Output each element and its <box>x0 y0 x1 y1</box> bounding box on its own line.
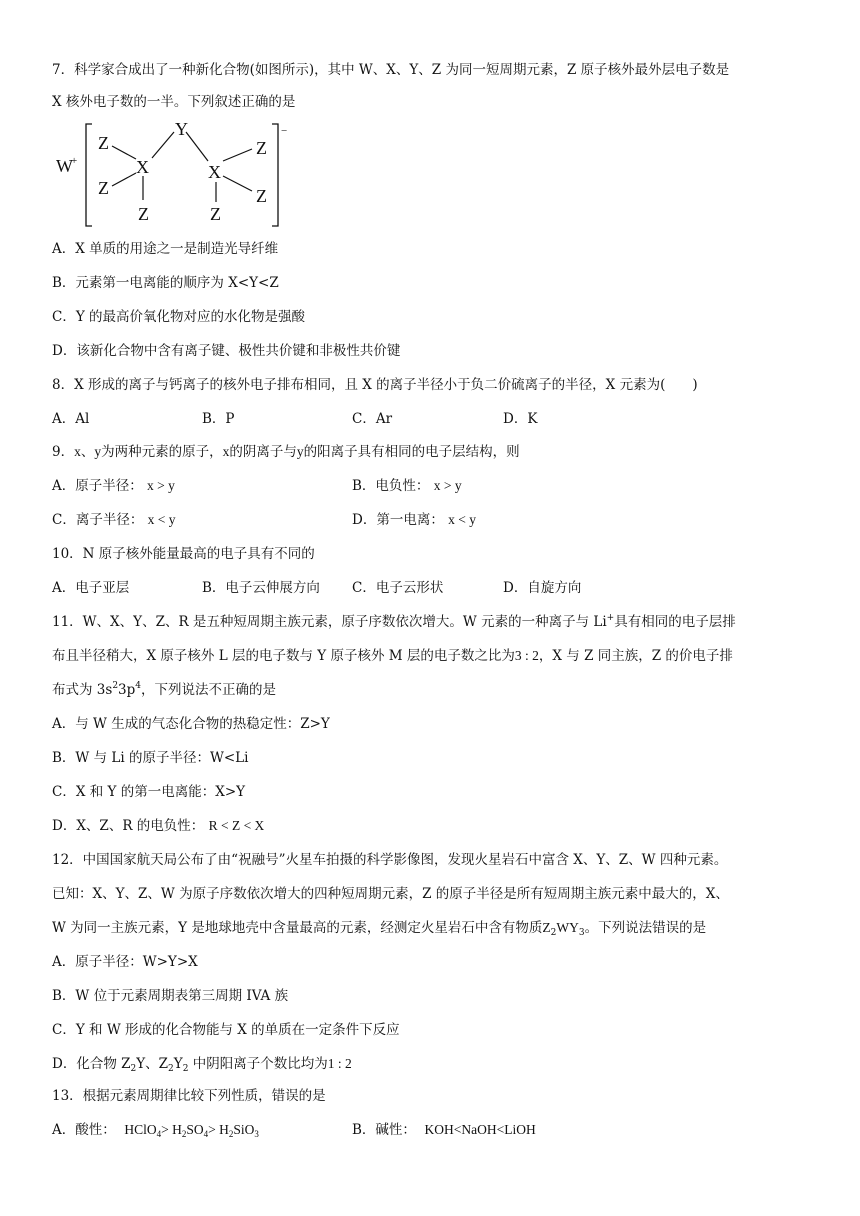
q12-formula-sub-2: 2 <box>550 928 557 938</box>
q12-stem-line3 <box>52 919 706 937</box>
q11-li-charge: + <box>606 613 615 623</box>
q8-stem: 8．X 形成的离子与钙离子的核外电子排布相同，且 X 的离子半径小于负二价硫离子的半径，X 元素为( ) <box>52 377 698 393</box>
diagram-atom-X-left: X <box>136 157 149 177</box>
q11-sup-2: 4 <box>135 681 142 691</box>
q12-option-d-text-2: Y、Z <box>136 1056 169 1072</box>
q7-option-b: B．元素第一电离能的顺序为 X<Y<Z <box>52 275 279 291</box>
q13-option-a <box>52 1121 259 1139</box>
diagram-atom-Z-5: Z <box>256 186 267 206</box>
q11-option-d-label: D．X、Z、R 的电负性： <box>52 818 205 834</box>
q7-stem-line1: 7．科学家合成出了一种新化合物(如图所示)，其中 W、X、Y、Z 为同一短周期元素，Z 原子核外最外层电子数是 <box>52 62 730 78</box>
q9-x-2: x <box>222 444 230 459</box>
diagram-atom-Z-3: Z <box>138 204 149 224</box>
q13-option-b-label: B．碱性： <box>352 1122 416 1138</box>
q9-option-b-label: B．电负性： <box>352 478 430 494</box>
q12-option-a: A．原子半径：W>Y>X <box>52 954 198 970</box>
diagram-atom-Z-1: Z <box>98 133 109 153</box>
q9-stem <box>52 443 520 461</box>
q7-stem-line2: X 核外电子数的一半。下列叙述正确的是 <box>52 94 296 110</box>
q9-option-c <box>52 511 176 529</box>
diagram-bonds <box>112 132 252 202</box>
q12-line3-text-end: 。下列说法错误的是 <box>584 920 707 936</box>
q9-sep: 、 <box>80 444 95 460</box>
q13-a-f5: SiO <box>233 1122 255 1137</box>
q11-stem-line2 <box>52 647 733 665</box>
q9-x: x <box>74 444 81 459</box>
q12-option-d-sub-1: 2 <box>130 1064 137 1074</box>
q9-option-a-label: A．原子半径： <box>52 478 143 494</box>
q13-option-b-formula: KOH<NaOH<LiOH <box>424 1122 536 1137</box>
q11-stem-line3 <box>52 681 276 699</box>
q11-line3-text-end: ，下列说法不正确的是 <box>141 682 277 698</box>
q11-option-a: A．与 W 生成的气态化合物的热稳定性：Z>Y <box>52 716 330 732</box>
q7-option-d: D．该新化合物中含有离子键、极性共价键和非极性共价键 <box>52 343 401 359</box>
q11-line3-text-mid: 3p <box>118 682 136 698</box>
q12-formula-sub-3: 3 <box>578 928 585 938</box>
diagram-anion-charge: − <box>281 125 288 137</box>
q11-option-b: B．W 与 Li 的原子半径：W<Li <box>52 750 249 766</box>
diagram-right-bracket <box>272 124 278 226</box>
q12-option-d-text-4: 中阴阳离子个数比均为 <box>188 1056 328 1072</box>
q13-a-f4: > H <box>208 1122 229 1137</box>
q10-option-a: A．电子亚层 <box>52 580 130 596</box>
q8-option-c: C．Ar <box>352 411 393 427</box>
q9-stem-num: 9． <box>52 444 75 460</box>
diagram-atom-Z-4: Z <box>256 138 267 158</box>
q9-option-c-label: C．离子半径： <box>52 512 144 528</box>
q9-option-c-formula: x < y <box>147 512 176 527</box>
q12-option-c: C．Y 和 W 形成的化合物能与 X 的单质在一定条件下反应 <box>52 1022 400 1038</box>
q13-a-s2: 2 <box>181 1129 187 1139</box>
q9-option-d <box>352 511 476 529</box>
diagram-left-bracket <box>86 124 92 226</box>
q9-y-2: y <box>296 444 304 459</box>
diagram-atom-Y: Y <box>175 119 188 139</box>
q11-sup-1: 2 <box>112 681 119 691</box>
q12-formula-z: Z <box>542 920 551 935</box>
q11-stem-line1 <box>52 613 736 631</box>
q8-option-a: A．Al <box>52 411 90 427</box>
q7-option-c: C．Y 的最高价氧化物对应的水化物是强酸 <box>52 309 306 325</box>
q8-option-d: D．K <box>503 411 538 427</box>
q12-stem-line2: 已知：X、Y、Z、W 为原子序数依次增大的四种短周期元素，Z 的原子半径是所有短周期主族元素中最大的，X、 <box>52 886 729 902</box>
q11-line3-text: 布式为 3s <box>52 682 113 698</box>
q10-option-b: B．电子云伸展方向 <box>202 580 320 596</box>
q13-option-a-formula <box>124 1122 259 1137</box>
q12-option-d <box>52 1055 352 1073</box>
q7-structure-diagram <box>52 116 292 228</box>
q11-line1-text-end: 具有相同的电子层排 <box>614 614 736 630</box>
q10-option-d: D．自旋方向 <box>503 580 582 596</box>
q11-line2-text-end: ，X 与 Z 同主族，Z 的价电子排 <box>538 648 733 664</box>
q9-stem-end: 的阳离子具有相同的电子层结构，则 <box>303 444 520 460</box>
diagram-cation-W: W <box>56 156 73 176</box>
q13-a-s5: 3 <box>254 1129 259 1139</box>
q12-option-d-sub-2: 2 <box>168 1064 174 1074</box>
q12-option-b: B．W 位于元素周期表第三周期 IVA 族 <box>52 988 289 1004</box>
q10-stem: 10．N 原子核外能量最高的电子具有不同的 <box>52 546 315 562</box>
q12-formula-wy: WY <box>556 920 579 935</box>
q12-line3-text: W 为同一主族元素，Y 是地球地壳中含量最高的元素，经测定火星岩石中含有物质 <box>52 920 543 936</box>
q13-a-f3: SO <box>186 1122 204 1137</box>
q11-ratio: 3 : 2 <box>514 648 539 663</box>
diagram-atom-Z-6: Z <box>210 204 221 224</box>
q13-option-b <box>352 1121 536 1139</box>
q12-option-d-ratio: 1 : 2 <box>327 1056 352 1071</box>
q10-option-c: C．电子云形状 <box>352 580 444 596</box>
q13-a-s3: 4 <box>203 1129 209 1139</box>
q9-option-b <box>352 477 462 495</box>
q11-option-d <box>52 817 264 835</box>
q8-option-b: B．P <box>202 411 235 427</box>
q9-stem-mid: 为两种元素的原子， <box>101 444 223 460</box>
diagram-atom-Z-2: Z <box>98 178 109 198</box>
q13-a-s4: 2 <box>228 1129 234 1139</box>
q13-a-f1: HClO <box>124 1122 157 1137</box>
q11-option-c: C．X 和 Y 的第一电离能：X>Y <box>52 784 246 800</box>
q13-stem: 13．根据元素周期律比较下列性质，错误的是 <box>52 1088 326 1104</box>
q13-a-s1: 4 <box>156 1129 162 1139</box>
q12-option-d-text-3: Y <box>173 1056 183 1072</box>
q13-a-f2: > H <box>161 1122 182 1137</box>
q9-option-a-formula: x > y <box>147 478 175 493</box>
q12-option-d-text: D．化合物 Z <box>52 1056 131 1072</box>
q7-option-a: A．X 单质的用途之一是制造光导纤维 <box>52 241 279 257</box>
q12-option-d-sub-3: 2 <box>182 1064 189 1074</box>
diagram-atom-X-right: X <box>208 162 221 182</box>
q9-y: y <box>94 444 102 459</box>
diagram-cation-charge: + <box>71 155 78 167</box>
q9-stem-mid2: 的阴离子与 <box>229 444 297 460</box>
q9-option-b-formula: x > y <box>433 478 462 493</box>
q13-option-a-label: A．酸性： <box>52 1122 116 1138</box>
q9-option-d-formula: x < y <box>448 512 476 527</box>
q9-option-a <box>52 477 175 495</box>
q11-line1-text: 11．W、X、Y、Z、R 是五种短周期主族元素，原子序数依次增大。W 元素的一种离子与 Li <box>52 614 607 630</box>
q9-option-d-label: D．第一电离： <box>352 512 444 528</box>
q11-line2-text: 布且半径稍大，X 原子核外 L 层的电子数与 Y 原子核外 M 层的电子数之比为 <box>52 648 515 664</box>
q11-option-d-formula: R < Z < X <box>208 818 265 833</box>
q12-stem-line1: 12．中国国家航天局公布了由“祝融号”火星车拍摄的科学影像图，发现火星岩石中富含 X、Y、Z、W 四种元素。 <box>52 852 728 868</box>
